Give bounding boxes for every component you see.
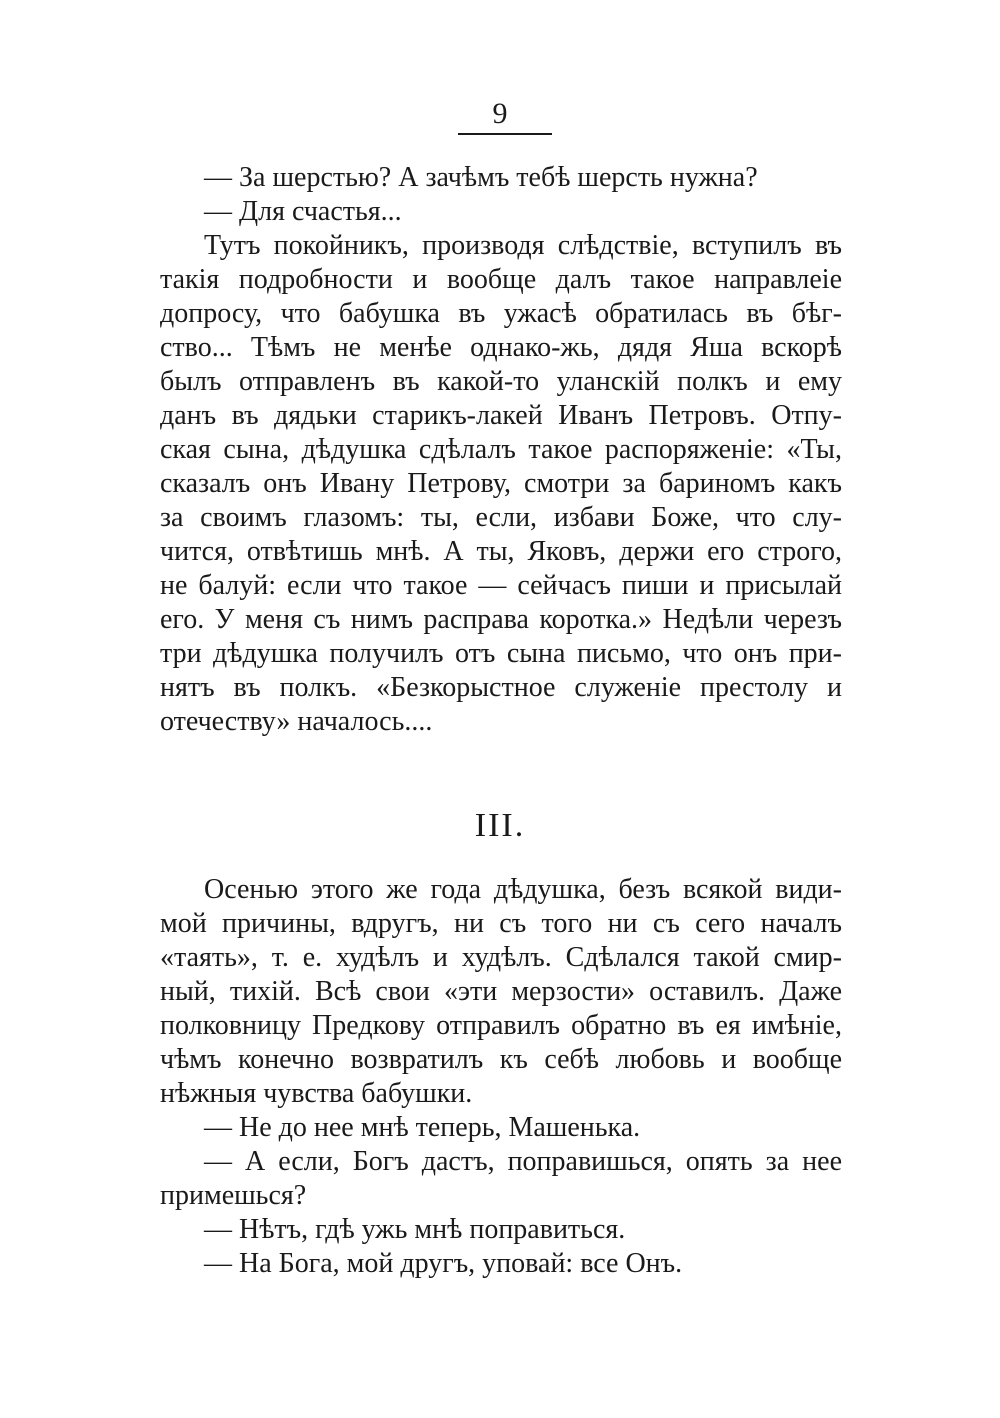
text-line: отечеству» началось....: [160, 706, 433, 737]
text-line: — На Бога, мой другъ, уповай: все Онъ.: [204, 1248, 683, 1279]
section-two-text: [160, 873, 842, 1281]
text-line: за своимъ глазомъ: ты, если, избави Боже, что слу-: [160, 502, 842, 533]
text-line: чится, отвѣтишь мнѣ. А ты, Яковъ, держи его строго,: [160, 536, 842, 567]
text-line: былъ отправленъ въ какой-то уланскій полкъ и ему: [160, 366, 842, 397]
text-line: нятъ въ полкъ. «Безкорыстное служеніе престолу и: [160, 672, 842, 703]
text-line: его. У меня съ нимъ расправа коротка.» Недѣли черезъ: [160, 604, 842, 635]
text-line: не балуй: если что такое — сейчасъ пиши и присылай: [160, 570, 842, 601]
text-line: — А если, Богъ дастъ, поправишься, опять за нее: [204, 1146, 842, 1177]
text-line: полковницу Предкову отправилъ обратно въ ея имѣніе,: [160, 1010, 842, 1041]
page-number: 9: [492, 97, 508, 130]
text-line: ская сына, дѣдушка сдѣлалъ такое распоряженіе: «Ты,: [160, 434, 842, 465]
text-line: — Для счастья...: [204, 196, 402, 227]
text-line: Осенью этого же года дѣдушка, безъ всякой види-: [204, 874, 842, 905]
text-line: ство... Тѣмъ не менѣе однако-жь, дядя Яша вскорѣ: [160, 332, 842, 363]
text-line: мой причины, вдругъ, ни съ того ни съ сего началъ: [160, 908, 842, 939]
text-line: примешься?: [160, 1180, 307, 1211]
text-line: допросу, что бабушка въ ужасѣ обратилась въ бѣг-: [160, 298, 842, 329]
text-line: сказалъ онъ Ивану Петрову, смотри за бариномъ какъ: [160, 468, 842, 499]
section-one-text: [160, 161, 842, 739]
text-line: такія подробности и вообще далъ такое направлеіе: [160, 264, 842, 295]
text-line: данъ въ дядьки старикъ-лакей Иванъ Петровъ. Отпу-: [160, 400, 842, 431]
text-line: — Не до нее мнѣ теперь, Машенька.: [204, 1112, 641, 1143]
text-line: — Нѣтъ, гдѣ ужь мнѣ поправиться.: [204, 1214, 626, 1245]
text-line: нѣжныя чувства бабушки.: [160, 1078, 473, 1109]
text-line: Тутъ покойникъ, производя слѣдствіе, вступилъ въ: [204, 230, 842, 261]
text-line: «таять», т. е. худѣлъ и худѣлъ. Сдѣлался такой смир-: [160, 942, 842, 973]
text-line: — За шерстью? А зачѣмъ тебѣ шерсть нужна?: [204, 162, 758, 193]
chapter-heading: III.: [474, 807, 526, 844]
text-line: чѣмъ конечно возвратилъ къ себѣ любовь и вообще: [160, 1044, 842, 1075]
page-number-rule: [458, 133, 552, 135]
text-line: три дѣдушка получилъ отъ сына письмо, что онъ при-: [160, 638, 842, 669]
text-line: ный, тихій. Всѣ свои «эти мерзости» оставилъ. Даже: [160, 976, 842, 1007]
